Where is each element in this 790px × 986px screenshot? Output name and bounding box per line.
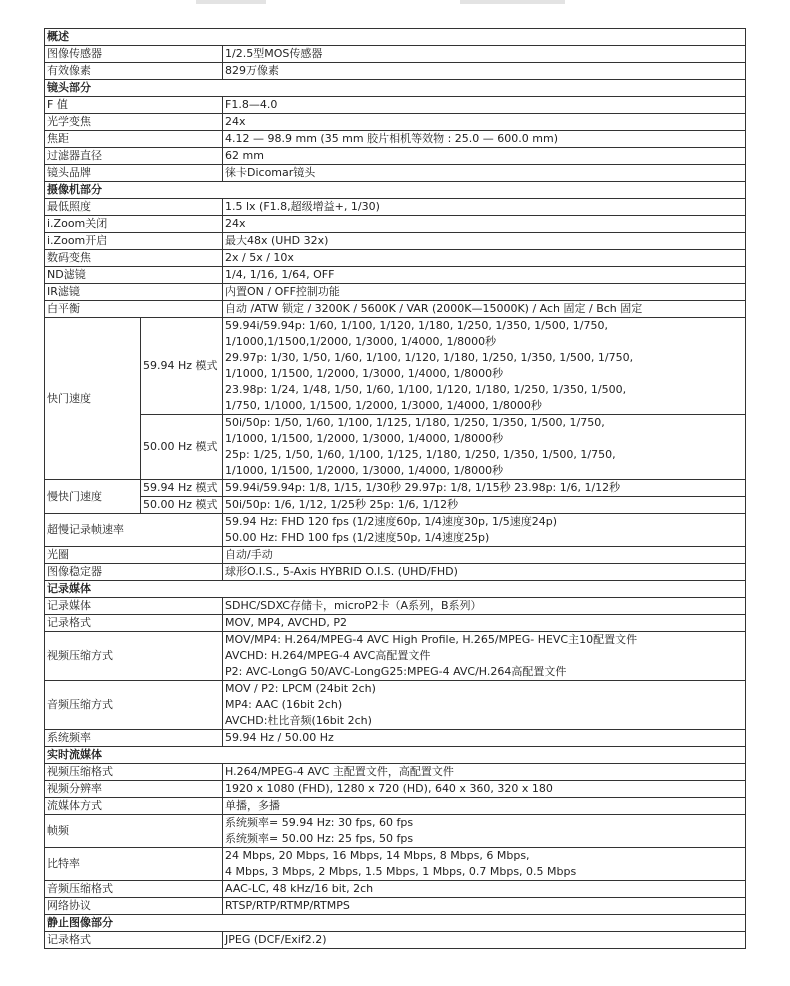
spec-value-line: 24 Mbps, 20 Mbps, 16 Mbps, 14 Mbps, 8 Mbps, 6 Mbps, — [225, 849, 530, 862]
spec-label: 视频压缩格式 — [45, 764, 223, 781]
spec-group-label: 快门速度 — [45, 318, 141, 480]
spec-row — [45, 781, 746, 798]
spec-value — [223, 46, 746, 63]
spec-value — [223, 165, 746, 182]
spec-row — [45, 898, 746, 915]
spec-row — [45, 798, 746, 815]
section-heading: 静止图像部分 — [45, 915, 746, 932]
spec-row — [45, 681, 746, 730]
spec-value — [223, 148, 746, 165]
spec-value-line: 1.5 lx (F1.8,超级增益+, 1/30) — [225, 200, 380, 213]
spec-value — [223, 233, 746, 250]
spec-value-line: 1/750, 1/1000, 1/1500, 1/2000, 1/3000, 1/4000, 1/8000秒 — [225, 399, 542, 412]
spec-value-line: H.264/MPEG-4 AVC 主配置文件，高配置文件 — [225, 765, 454, 778]
spec-label: 视频压缩方式 — [45, 632, 223, 681]
section-heading: 概述 — [45, 29, 746, 46]
section-heading: 摄像机部分 — [45, 182, 746, 199]
spec-subrow — [45, 318, 746, 415]
spec-value — [223, 199, 746, 216]
spec-row — [45, 233, 746, 250]
spec-value-line: 2x / 5x / 10x — [225, 251, 294, 264]
spec-value — [223, 881, 746, 898]
spec-label: 系统频率 — [45, 730, 223, 747]
spec-value-line: 自动/手动 — [225, 548, 273, 561]
spec-row — [45, 547, 746, 564]
spec-sub-label: 59.94 Hz 模式 — [141, 318, 223, 415]
spec-label: 网络协议 — [45, 898, 223, 915]
spec-value-line: 29.97p: 1/30, 1/50, 1/60, 1/100, 1/120, 1/180, 1/250, 1/350, 1/500, 1/750, — [225, 351, 634, 364]
section-row — [45, 915, 746, 932]
spec-value-line: 最大48x (UHD 32x) — [225, 234, 329, 247]
spec-value-line: 徕卡Dicomar镜头 — [225, 166, 316, 179]
spec-value-line: 50i/50p: 1/6, 1/12, 1/25秒 25p: 1/6, 1/12秒 — [225, 498, 459, 511]
spec-label: ND滤镜 — [45, 267, 223, 284]
top-fade-strip-left — [196, 0, 266, 4]
spec-label: 数码变焦 — [45, 250, 223, 267]
spec-value — [223, 632, 746, 681]
spec-sub-label: 50.00 Hz 模式 — [141, 497, 223, 514]
spec-value-line: JPEG (DCF/Exif2.2) — [225, 933, 327, 946]
spec-label: 记录媒体 — [45, 598, 223, 615]
section-heading: 记录媒体 — [45, 581, 746, 598]
spec-value — [223, 318, 746, 415]
spec-row — [45, 114, 746, 131]
spec-value-line: 1920 x 1080 (FHD), 1280 x 720 (HD), 640 x 360, 320 x 180 — [225, 782, 553, 795]
spec-value-line: 24x — [225, 115, 246, 128]
spec-value-line: AAC-LC, 48 kHz/16 bit, 2ch — [225, 882, 374, 895]
spec-value-line: 829万像素 — [225, 64, 279, 77]
spec-value-line: 59.94i/59.94p: 1/60, 1/100, 1/120, 1/180, 1/250, 1/350, 1/500, 1/750, — [225, 319, 608, 332]
spec-value-line: 单播，多播 — [225, 799, 280, 812]
spec-value — [223, 730, 746, 747]
spec-value-line: 球形O.I.S., 5-Axis HYBRID O.I.S. (UHD/FHD) — [225, 565, 458, 578]
section-heading: 实时流媒体 — [45, 747, 746, 764]
spec-label: 视频分辨率 — [45, 781, 223, 798]
spec-row — [45, 250, 746, 267]
spec-value — [223, 250, 746, 267]
spec-row — [45, 267, 746, 284]
spec-row — [45, 284, 746, 301]
spec-label: IR滤镜 — [45, 284, 223, 301]
spec-value-line: 1/1000, 1/1500, 1/2000, 1/3000, 1/4000, 1/8000秒 — [225, 432, 504, 445]
spec-row — [45, 46, 746, 63]
spec-label: 流媒体方式 — [45, 798, 223, 815]
spec-value-line: 1/4, 1/16, 1/64, OFF — [225, 268, 335, 281]
spec-row — [45, 730, 746, 747]
spec-sub-label: 59.94 Hz 模式 — [141, 480, 223, 497]
spec-value-line: 24x — [225, 217, 246, 230]
spec-label: 比特率 — [45, 848, 223, 881]
spec-value-line: 4 Mbps, 3 Mbps, 2 Mbps, 1.5 Mbps, 1 Mbps, 0.7 Mbps, 0.5 Mbps — [225, 865, 577, 878]
spec-value — [223, 131, 746, 148]
spec-value — [223, 415, 746, 480]
spec-value-line: 23.98p: 1/24, 1/48, 1/50, 1/60, 1/100, 1/120, 1/180, 1/250, 1/350, 1/500, — [225, 383, 627, 396]
spec-row — [45, 615, 746, 632]
spec-value-line: MOV / P2: LPCM (24bit 2ch) — [225, 682, 376, 695]
spec-label: 焦距 — [45, 131, 223, 148]
spec-label: 音频压缩格式 — [45, 881, 223, 898]
spec-label: F 值 — [45, 97, 223, 114]
spec-value — [223, 514, 746, 547]
spec-value — [223, 798, 746, 815]
top-fade-strip-right — [460, 0, 565, 4]
spec-value — [223, 598, 746, 615]
spec-label: 过滤器直径 — [45, 148, 223, 165]
spec-value — [223, 764, 746, 781]
spec-value-line: 4.12 — 98.9 mm (35 mm 胶片相机等效物 : 25.0 — 600.0 mm) — [225, 132, 559, 145]
spec-value — [223, 681, 746, 730]
spec-label: 镜头品牌 — [45, 165, 223, 182]
spec-value — [223, 480, 746, 497]
spec-value — [223, 216, 746, 233]
spec-value-line: 1/2.5型MOS传感器 — [225, 47, 323, 60]
spec-row — [45, 514, 746, 547]
spec-label: 有效像素 — [45, 63, 223, 80]
spec-value-line: 系统频率= 59.94 Hz: 30 fps, 60 fps — [225, 816, 414, 829]
spec-label: 光圈 — [45, 547, 223, 564]
spec-value — [223, 63, 746, 80]
section-row — [45, 80, 746, 97]
spec-value — [223, 815, 746, 848]
spec-row — [45, 131, 746, 148]
spec-value-line: MP4: AAC (16bit 2ch) — [225, 698, 343, 711]
spec-row — [45, 165, 746, 182]
spec-value-line: 59.94 Hz / 50.00 Hz — [225, 731, 334, 744]
spec-row — [45, 97, 746, 114]
spec-value-line: 50.00 Hz: FHD 100 fps (1/2速度50p, 1/4速度25p) — [225, 531, 490, 544]
spec-value-line: RTSP/RTP/RTMP/RTMPS — [225, 899, 350, 912]
spec-label: i.Zoom关闭 — [45, 216, 223, 233]
spec-group-label: 慢快门速度 — [45, 480, 141, 514]
spec-subrow — [45, 415, 746, 480]
spec-value-line: 自动 /ATW 锁定 / 3200K / 5600K / VAR (2000K—15000K) / Ach 固定 / Bch 固定 — [225, 302, 643, 315]
spec-value — [223, 97, 746, 114]
spec-value-line: 系统频率= 50.00 Hz: 25 fps, 50 fps — [225, 832, 414, 845]
spec-label: 白平衡 — [45, 301, 223, 318]
spec-value-line: F1.8—4.0 — [225, 98, 278, 111]
spec-row — [45, 598, 746, 615]
spec-value-line: 内置ON / OFF控制功能 — [225, 285, 340, 298]
spec-table-body — [45, 29, 746, 949]
section-row — [45, 581, 746, 598]
spec-value — [223, 301, 746, 318]
spec-row — [45, 148, 746, 165]
spec-row — [45, 632, 746, 681]
spec-value — [223, 284, 746, 301]
spec-value-line: 59.94i/59.94p: 1/8, 1/15, 1/30秒 29.97p: 1/8, 1/15秒 23.98p: 1/6, 1/12秒 — [225, 481, 621, 494]
spec-value-line: P2: AVC-LongG 50/AVC-LongG25:MPEG-4 AVC/H.264高配置文件 — [225, 665, 567, 678]
spec-value — [223, 564, 746, 581]
spec-value — [223, 781, 746, 798]
spec-value-line: 1/1000, 1/1500, 1/2000, 1/3000, 1/4000, 1/8000秒 — [225, 367, 504, 380]
spec-value-line: 1/1000,1/1500,1/2000, 1/3000, 1/4000, 1/8000秒 — [225, 335, 497, 348]
spec-subrow — [45, 497, 746, 514]
spec-row — [45, 764, 746, 781]
spec-value — [223, 547, 746, 564]
spec-value-line: 59.94 Hz: FHD 120 fps (1/2速度60p, 1/4速度30p, 1/5速度24p) — [225, 515, 557, 528]
spec-label: 图像稳定器 — [45, 564, 223, 581]
spec-value-line: 50i/50p: 1/50, 1/60, 1/100, 1/125, 1/180, 1/250, 1/350, 1/500, 1/750, — [225, 416, 605, 429]
section-row — [45, 747, 746, 764]
spec-value — [223, 615, 746, 632]
spec-value — [223, 898, 746, 915]
spec-label: 超慢记录帧速率 — [45, 514, 223, 547]
spec-row — [45, 199, 746, 216]
spec-value-line: AVCHD:杜比音频(16bit 2ch) — [225, 714, 372, 727]
spec-label: 图像传感器 — [45, 46, 223, 63]
spec-row — [45, 881, 746, 898]
spec-row — [45, 932, 746, 949]
spec-value-line: MOV, MP4, AVCHD, P2 — [225, 616, 347, 629]
spec-row — [45, 815, 746, 848]
spec-label: 帧频 — [45, 815, 223, 848]
section-row — [45, 182, 746, 199]
spec-value — [223, 932, 746, 949]
spec-label: i.Zoom开启 — [45, 233, 223, 250]
spec-value-line: MOV/MP4: H.264/MPEG-4 AVC High Profile, H.265/MPEG- HEVC主10配置文件 — [225, 633, 638, 646]
spec-value-line: 25p: 1/25, 1/50, 1/60, 1/100, 1/125, 1/180, 1/250, 1/350, 1/500, 1/750, — [225, 448, 616, 461]
spec-value-line: AVCHD: H.264/MPEG-4 AVC高配置文件 — [225, 649, 431, 662]
spec-row — [45, 63, 746, 80]
spec-value — [223, 267, 746, 284]
section-row — [45, 29, 746, 46]
spec-value — [223, 114, 746, 131]
spec-label: 记录格式 — [45, 615, 223, 632]
spec-subrow — [45, 480, 746, 497]
spec-row — [45, 564, 746, 581]
spec-value-line: SDHC/SDXC存储卡，microP2卡（A系列，B系列） — [225, 599, 482, 612]
spec-row — [45, 301, 746, 318]
section-heading: 镜头部分 — [45, 80, 746, 97]
spec-sub-label: 50.00 Hz 模式 — [141, 415, 223, 480]
spec-row — [45, 216, 746, 233]
spec-label: 最低照度 — [45, 199, 223, 216]
spec-label: 光学变焦 — [45, 114, 223, 131]
spec-label: 记录格式 — [45, 932, 223, 949]
spec-value — [223, 497, 746, 514]
spec-value-line: 62 mm — [225, 149, 264, 162]
spec-value-line: 1/1000, 1/1500, 1/2000, 1/3000, 1/4000, 1/8000秒 — [225, 464, 504, 477]
spec-row — [45, 848, 746, 881]
spec-label: 音频压缩方式 — [45, 681, 223, 730]
spec-table — [44, 28, 746, 949]
spec-value — [223, 848, 746, 881]
